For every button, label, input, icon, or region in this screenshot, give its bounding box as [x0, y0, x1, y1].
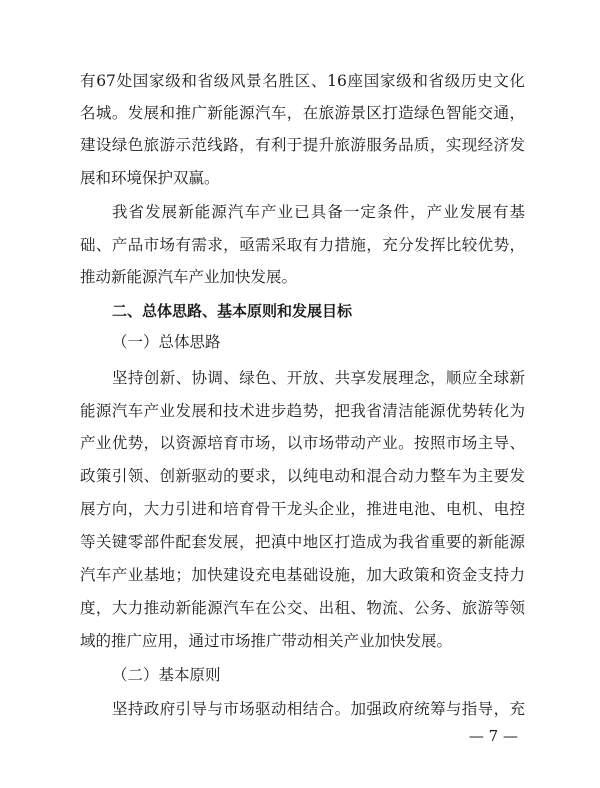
body-text-line: 有67处国家级和省级风景名胜区、16座国家级和省级历史文化	[80, 72, 525, 90]
body-text-line: 域的推广应用，通过市场推广带动相关产业加快发展。	[80, 632, 453, 650]
body-text-line: 坚持创新、协调、绿色、开放、共享发展理念，顺应全球新	[112, 369, 525, 387]
body-text-line: 展方向，大力引进和培育骨干龙头企业，推进电池、电机、电控	[80, 500, 525, 518]
subsection-heading: （二）基本原则	[112, 666, 221, 684]
body-text-line: 等关键零部件配套发展，把滇中地区打造成为我省重要的新能源	[80, 533, 525, 551]
body-text-line: 推动新能源汽车产业加快发展。	[80, 268, 298, 286]
body-text-line: 我省发展新能源汽车产业已具备一定条件，产业发展有基	[112, 203, 525, 221]
body-text-line: 名城。发展和推广新能源汽车，在旅游景区打造绿色智能交通，	[80, 104, 525, 122]
body-text-line: 展和环境保护双赢。	[80, 169, 220, 187]
body-text-line: 坚持政府引导与市场驱动相结合。加强政府统筹与指导，充	[112, 700, 525, 718]
body-text-line: 建设绿色旅游示范线路，有利于提升旅游服务品质，实现经济发	[80, 136, 525, 154]
body-text-line: 汽车产业基地；加快建设充电基础设施，加大政策和资金支持力	[80, 566, 525, 584]
body-text-line: 能源汽车产业发展和技术进步趋势，把我省清洁能源优势转化为	[80, 402, 525, 420]
body-text-line: 础、产品市场有需求，亟需采取有力措施，充分发挥比较优势，	[80, 236, 525, 254]
body-text-line: 政策引领、创新驱动的要求，以纯电动和混合动力整车为主要发	[80, 467, 525, 485]
body-text-line: 产业优势，以资源培育市场，以市场带动产业。按照市场主导、	[80, 434, 525, 452]
section-heading: 二、总体思路、基本原则和发展目标	[112, 302, 353, 320]
subsection-heading: （一）总体思路	[112, 333, 221, 351]
body-text-line: 度，大力推动新能源汽车在公交、出租、物流、公务、旅游等领	[80, 599, 525, 617]
page-number: — 7 —	[468, 727, 518, 745]
